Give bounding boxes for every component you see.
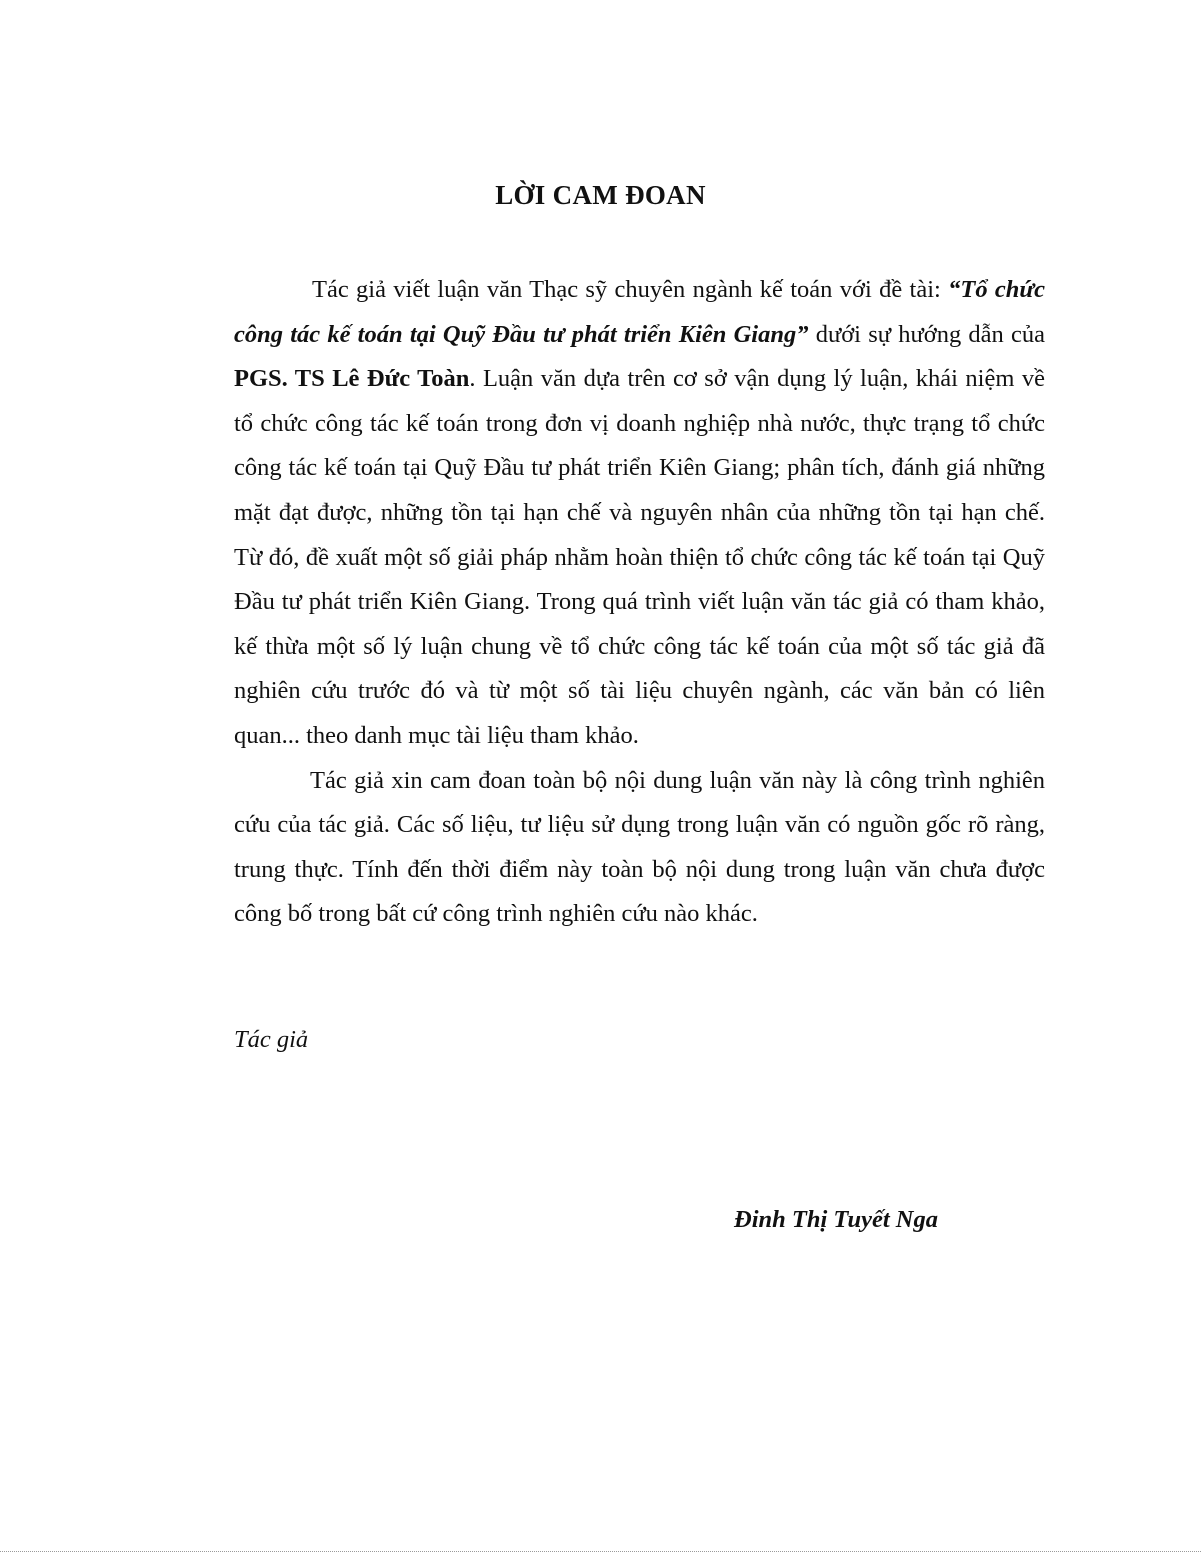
page-title: LỜI CAM ĐOAN [495, 180, 706, 210]
author-label: Tác giả [234, 1026, 309, 1053]
declaration-paragraph-1 [234, 268, 1045, 759]
thesis-title: “Tổ chức công tác kế toán tại Quỹ Đầu tư phát triển Kiên Giang” [234, 276, 1045, 348]
paragraph-1-rest: . Luận văn dựa trên cơ sở vận dụng lý luận, khái niệm về tổ chức công tác kế toán trong đơn vị doanh nghiệp nhà nước, thực trạng tổ chức công tác kế toán tại Quỹ Đầu tư phát triển Kiên Giang; phân tích, đánh giá những mặt đạt được, những tồn tại hạn chế và nguyên nhân của những tồn tại hạn chế. Từ đó, đề xuất một số giải pháp nhằm hoàn thiện tổ chức công tác kế toán tại Quỹ Đầu tư phát triển Kiên Giang. Trong quá trình viết luận văn tác giả có tham khảo, kế thừa một số lý luận chung về tổ chức công tác kế toán của một số tác giả đã nghiên cứu trước đó và từ một số tài liệu chuyên ngành, các văn bản có liên quan... theo danh mục tài liệu tham khảo. [234, 365, 1046, 749]
paragraph-1-middle: dưới sự hướng dẫn của [808, 320, 1045, 348]
page-bottom-border [0, 1551, 1201, 1552]
declaration-body [234, 268, 1045, 937]
declaration-paragraph-2: Tác giả xin cam đoan toàn bộ nội dung luận văn này là công trình nghiên cứu của tác giả. Các số liệu, tư liệu sử dụng trong luận văn có nguồn gốc rõ ràng, trung thực. Tính đến thời điểm này toàn bộ nội dung trong luận văn chưa được công bố trong bất cứ công trình nghiên cứu nào khác. [234, 766, 1045, 928]
advisor-name: PGS. TS Lê Đức Toàn [234, 365, 470, 393]
paragraph-1-lead: Tác giả viết luận văn Thạc sỹ chuyên ngành kế toán với đề tài: [312, 276, 949, 303]
author-signature-name: Đinh Thị Tuyết Nga [734, 1206, 938, 1233]
